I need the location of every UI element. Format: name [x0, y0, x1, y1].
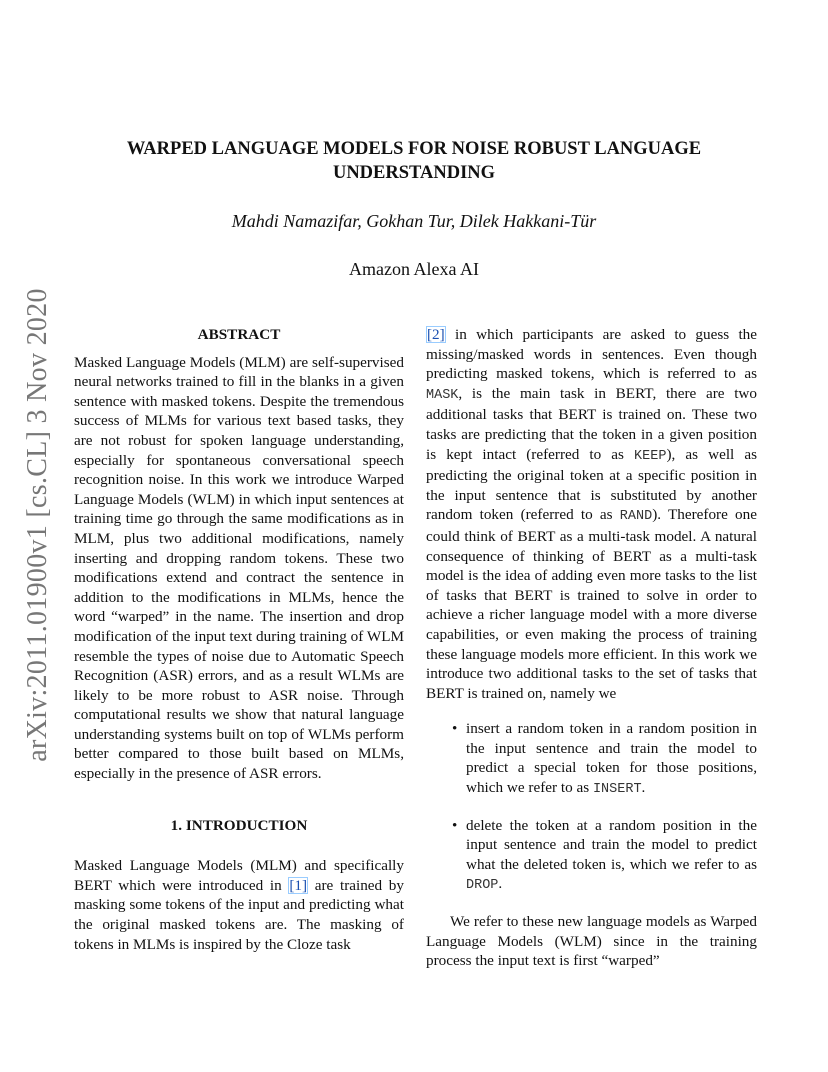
introduction-heading: 1. INTRODUCTION [170, 816, 308, 834]
bullet-icon: • [452, 720, 458, 738]
bullet-text: . [641, 779, 646, 797]
keep-token: KEEP [634, 448, 667, 464]
paper-title [60, 137, 768, 185]
affiliation: Amazon Alexa AI [349, 259, 479, 279]
body-text-part: ), as well as predicting the original token at a specific position in the input sentence that is substituted by another random token (referred to as [426, 445, 757, 524]
rand-token: RAND [619, 509, 653, 525]
citation-link[interactable]: [1] [289, 876, 308, 894]
citation-link[interactable]: [2] [427, 326, 445, 343]
right-paragraph [426, 325, 757, 703]
closing-paragraph: We refer to these new language models as Warped Language Models (WLM) since in the training process the input text is first “warped” [426, 913, 757, 970]
bullet-text: . [498, 875, 503, 893]
abstract-heading: ABSTRACT [197, 326, 281, 343]
bullet-icon: • [452, 816, 458, 834]
bullet-text: delete the token at a random position in the input sentence and train the model to predict what the deleted token is, which we refer to as [466, 816, 757, 873]
intro-paragraph [74, 856, 404, 954]
abstract-text: Masked Language Models (MLM) are self-supervised neural networks trained to fill in the blanks in a given sentence with masked tokens. Despite the tremendous success of MLMs for various text based tasks, they are not robust for spoken language understanding, especially for spontaneous conversational speech recognition noise. In this work we introduce Warped Language Models (WLM) in which input sentences at training time go through the same modifications as in MLM, plus two additional modifications, namely inserting and dropping random tokens. These two modifications extend and contract the sentence in addition to the modifications in MLMs, hence the word “warped” in the name. The insertion and drop modification of the input text during training of WLM resemble the types of noise due to Automatic Speech Recognition (ASR) errors, and as a result WLMs are likely to be more robust to ASR noise. Through computational results we show that natural language understanding systems built on top of WLMs perform better compared to those built based on MLMs, especially in the presence of ASR errors. [74, 353, 404, 783]
left-column [74, 325, 404, 954]
drop-token: DROP [466, 878, 499, 894]
author-list: Mahdi Namazifar, Gokhan Tur, Dilek Hakkani-Tür [231, 211, 597, 231]
intro-text-part: are trained by masking some tokens of the input and predicting what the original masked tokens are. The masking of tokens in MLMs is inspired by the Cloze task [74, 876, 404, 953]
body-text-part: in which participants are asked to guess the missing/masked words in sentences. Even though predicting masked tokens, which is referred to as [426, 326, 757, 383]
body-text-part: ). Therefore one could think of BERT as a multi-task model. A natural consequence of thinking of BERT as a multi-task model is the idea of adding even more tasks to the list of tasks that BERT is trained to solve in order to achieve a richer language model with a more diverse capabilities, or even making the process of training these language models more efficient. In this work we introduce two additional tasks to the set of tasks that BERT is trained on, namely we [426, 506, 757, 702]
mask-token: MASK [426, 387, 459, 403]
list-item [426, 816, 757, 896]
title-line-1: WARPED LANGUAGE MODELS FOR NOISE ROBUST LANGUAGE [126, 139, 702, 159]
arxiv-side-label: arXiv:2011.01900v1 [cs.CL] 3 Nov 2020 [22, 288, 53, 762]
title-line-2: UNDERSTANDING [332, 163, 496, 183]
right-column [426, 325, 757, 971]
intro-text-part: Masked Language Models (MLM) and specifically BERT which were introduced in [74, 857, 404, 894]
bullet-text: insert a random token in a random position in the input sentence and train the model to predict a special token for those positions, which we refer to as [466, 720, 757, 797]
task-bullet-list [426, 719, 757, 896]
body-text-part: , is the main task in BERT, there are two additional tasks that BERT is trained on. These two tasks are predicting that the token in a given position is kept intact (referred to as [426, 384, 757, 463]
insert-token: INSERT [592, 782, 642, 798]
list-item [426, 719, 757, 799]
